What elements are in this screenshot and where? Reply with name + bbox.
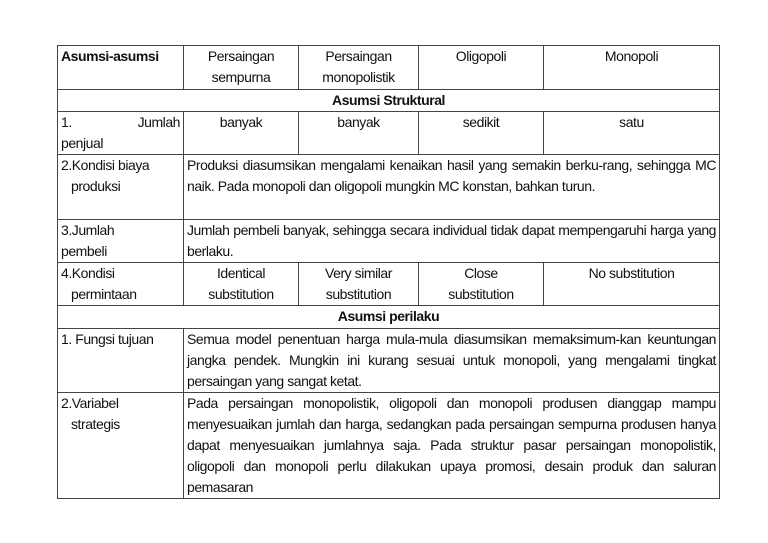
label-part: 2.Kondisi biaya [61, 157, 150, 173]
label-part: 2.Variabel [61, 395, 119, 411]
cell-line: substitution [448, 286, 514, 302]
header-line: Persaingan [207, 48, 275, 64]
table-row [58, 393, 720, 499]
header-oligopoli: Oligopoli [419, 46, 544, 90]
label-part: 3.Jumlah [61, 222, 115, 238]
cell-line: Close [464, 265, 498, 281]
label-part: penjual [61, 135, 104, 151]
header-monopolistik [299, 46, 419, 90]
row-label: 1. Fungsi tujuan [58, 329, 184, 393]
cell-line: substitution [208, 286, 274, 302]
table-row [58, 263, 720, 306]
cell-line: Identical [216, 265, 266, 281]
label-part: strategis [71, 416, 120, 432]
row-label [58, 155, 184, 220]
row-label [58, 393, 184, 499]
header-line: Persaingan [325, 48, 392, 64]
cell: banyak [184, 112, 299, 155]
header-persaingan-sempurna [184, 46, 299, 90]
table-row [58, 112, 720, 155]
cell: No substitution [544, 263, 720, 306]
label-part: Jumlah [137, 114, 180, 130]
table-row [58, 329, 720, 393]
cell-text: Pada persaingan monopolistik, oligopoli dan monopoli produsen dianggap mampu menyesuaikan jumlah dan harga, sedangkan pada persaingan sempurna produsen hanya dapat menyesuaikan jumlahnya saja. Pada struktur pasar persaingan monopolistik, oligopoli dan monopoli perlu dilakukan upaya promosi, desain produk dan saluran pemasaran [184, 393, 720, 499]
cell: satu [544, 112, 720, 155]
header-monopoli: Monopoli [544, 46, 720, 90]
cell [184, 263, 299, 306]
cell [299, 263, 419, 306]
row-label [58, 263, 184, 306]
cell-text: Jumlah pembeli banyak, sehingga secara individual tidak dapat mempengaruhi harga yang berlaku. [184, 220, 720, 263]
cell: sedikit [419, 112, 544, 155]
label-part: 1. [61, 114, 72, 130]
header-row [58, 46, 720, 90]
row-label [58, 112, 184, 155]
label-part: pembeli [61, 243, 107, 259]
table-row [58, 220, 720, 263]
label-part: produksi [71, 178, 121, 194]
table-row [58, 155, 720, 220]
cell: banyak [299, 112, 419, 155]
header-line: sempurna [211, 69, 271, 85]
label-part: permintaan [71, 286, 137, 302]
label-part: 4.Kondisi [61, 265, 115, 281]
header-line: monopolistik [322, 69, 395, 85]
market-assumptions-table [57, 45, 720, 499]
header-asumsi: Asumsi-asumsi [58, 46, 184, 90]
section-struktural: Asumsi Struktural [58, 90, 720, 112]
cell-line: Very similar [325, 265, 392, 281]
row-label [58, 220, 184, 263]
section-perilaku: Asumsi perilaku [58, 306, 720, 329]
cell-line: substitution [325, 286, 392, 302]
cell-text: Produksi diasumsikan mengalami kenaikan hasil yang semakin berku-rang, sehingga MC naik. Pada monopoli dan oligopoli mungkin MC konstan, bahkan turun. [184, 155, 720, 220]
cell-text: Semua model penentuan harga mula-mula diasumsikan memaksimum-kan keuntungan jangka pendek. Mungkin ini kurang sesuai untuk monopoli, yang mengalami tingkat persaingan yang sangat ketat. [184, 329, 720, 393]
cell [419, 263, 544, 306]
